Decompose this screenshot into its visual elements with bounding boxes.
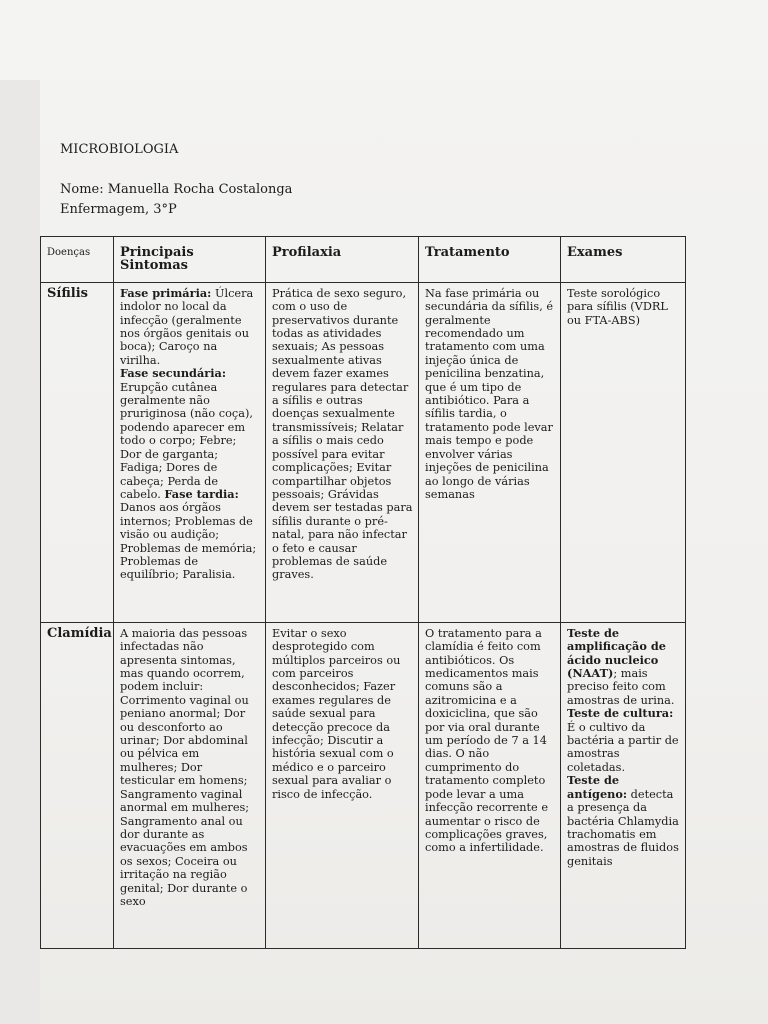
clamidia-culture-text: É o cultivo da bactéria a partir de amostras coletadas. — [567, 720, 679, 774]
clamidia-naat-text: ; mais preciso feito com amostras de urina. — [567, 667, 675, 707]
disease-clamidia: Clamídia — [41, 622, 114, 948]
sifilis-treatment: Na fase primária ou secundária da sífilis, é geralmente recomendado um tratamento com uma injeção única de penicilina benzatina, que é um tipo de antibiótico. Para a sífilis tardia, o tratamento pode levar mais tempo e pode envolver várias injeções de penicilina ao longo de várias semanas — [419, 282, 561, 622]
sifilis-secondary-text: Erupção cutânea geralmente não pruriginosa (não coça), podendo aparecer em todo o corpo; Febre; Dor de garganta; Fadiga; Dores de cabeça; Perda de cabelo. — [120, 380, 253, 501]
sifilis-exams: Teste sorológico para sífilis (VDRL ou FTA-ABS) — [561, 282, 686, 622]
header-exames: Exames — [561, 237, 686, 283]
document-page — [40, 80, 768, 1024]
sifilis-primary-text: Úlcera indolor no local da infecção (geralmente nos órgãos genitais ou boca); Caroço na virilha. — [120, 286, 254, 367]
student-name: Nome: Manuella Rocha Costalonga — [60, 182, 293, 197]
sifilis-primary-label: Fase primária: — [120, 285, 212, 300]
disease-sifilis: Sífilis — [41, 282, 114, 622]
photo-left-margin — [0, 80, 40, 1024]
table-row-clamidia — [41, 622, 686, 948]
document-header — [60, 140, 292, 220]
table-row-sifilis — [41, 282, 686, 622]
sifilis-symptoms — [114, 282, 266, 622]
header-profilaxia: Profilaxia — [266, 237, 419, 283]
clamidia-antigen-label: Teste de antígeno: — [567, 773, 628, 801]
student-course: Enfermagem, 3°P — [60, 202, 177, 217]
diseases-table — [40, 236, 686, 949]
sifilis-late-text: Danos aos órgãos internos; Problemas de visão ou audição; Problemas de memória; Problemas de equilíbrio; Paralisia. — [120, 501, 257, 582]
clamidia-symptoms: A maioria das pessoas infectadas não apresenta sintomas, mas quando ocorrem, podem incluir: Corrimento vaginal ou peniano anormal; Dor ou desconforto ao urinar; Dor abdominal ou pélvica em mulheres; Dor testicular em homens; Sangramento vaginal anormal em mulheres; Sangramento anal ou dor durante as evacuações em ambos os sexos; Coceira ou irritação na região genital; Dor durante o sexo — [114, 622, 266, 948]
document-title: MICROBIOLOGIA — [60, 142, 179, 157]
clamidia-culture-label: Teste de cultura: — [567, 706, 674, 721]
header-sintomas: Principais Sintomas — [114, 237, 266, 283]
clamidia-antigen-text: detecta a presença da bactéria Chlamydia trachomatis em amostras de fluidos genitais — [567, 787, 679, 868]
clamidia-exams — [561, 622, 686, 948]
clamidia-naat-label: Teste de amplificação de ácido nucleico (NAAT) — [567, 625, 666, 681]
clamidia-prophylaxis: Evitar o sexo desprotegido com múltiplos parceiros ou com parceiros desconhecidos; Fazer exames regulares de saúde sexual para detecção precoce da infecção; Discutir a história sexual com o médico e o parceiro sexual para avaliar o risco de infecção. — [266, 622, 419, 948]
table-header-row — [41, 237, 686, 283]
header-tratamento: Tratamento — [419, 237, 561, 283]
sifilis-late-label: Fase tardia: — [164, 486, 239, 501]
sifilis-prophylaxis: Prática de sexo seguro, com o uso de preservativos durante todas as atividades sexuais; As pessoas sexualmente ativas devem fazer exames regulares para detectar a sífilis e outras doenças sexualmente transmissíveis; Relatar a sífilis o mais cedo possível para evitar complicações; Evitar compartilhar objetos pessoais; Grávidas devem ser testadas para sífilis durante o pré-natal, para não infectar o feto e causar problemas de saúde graves. — [266, 282, 419, 622]
clamidia-treatment: O tratamento para a clamídia é feito com antibióticos. Os medicamentos mais comuns são a azitromicina e a doxiciclina, que são por via oral durante um período de 7 a 14 dias. O não cumprimento do tratamento completo pode levar a uma infecção recorrente e aumentar o risco de complicações graves, como a infertilidade. — [419, 622, 561, 948]
header-doencas: Doenças — [41, 237, 114, 283]
photo-top-margin — [0, 0, 768, 80]
sifilis-secondary-label: Fase secundária: — [120, 366, 227, 381]
